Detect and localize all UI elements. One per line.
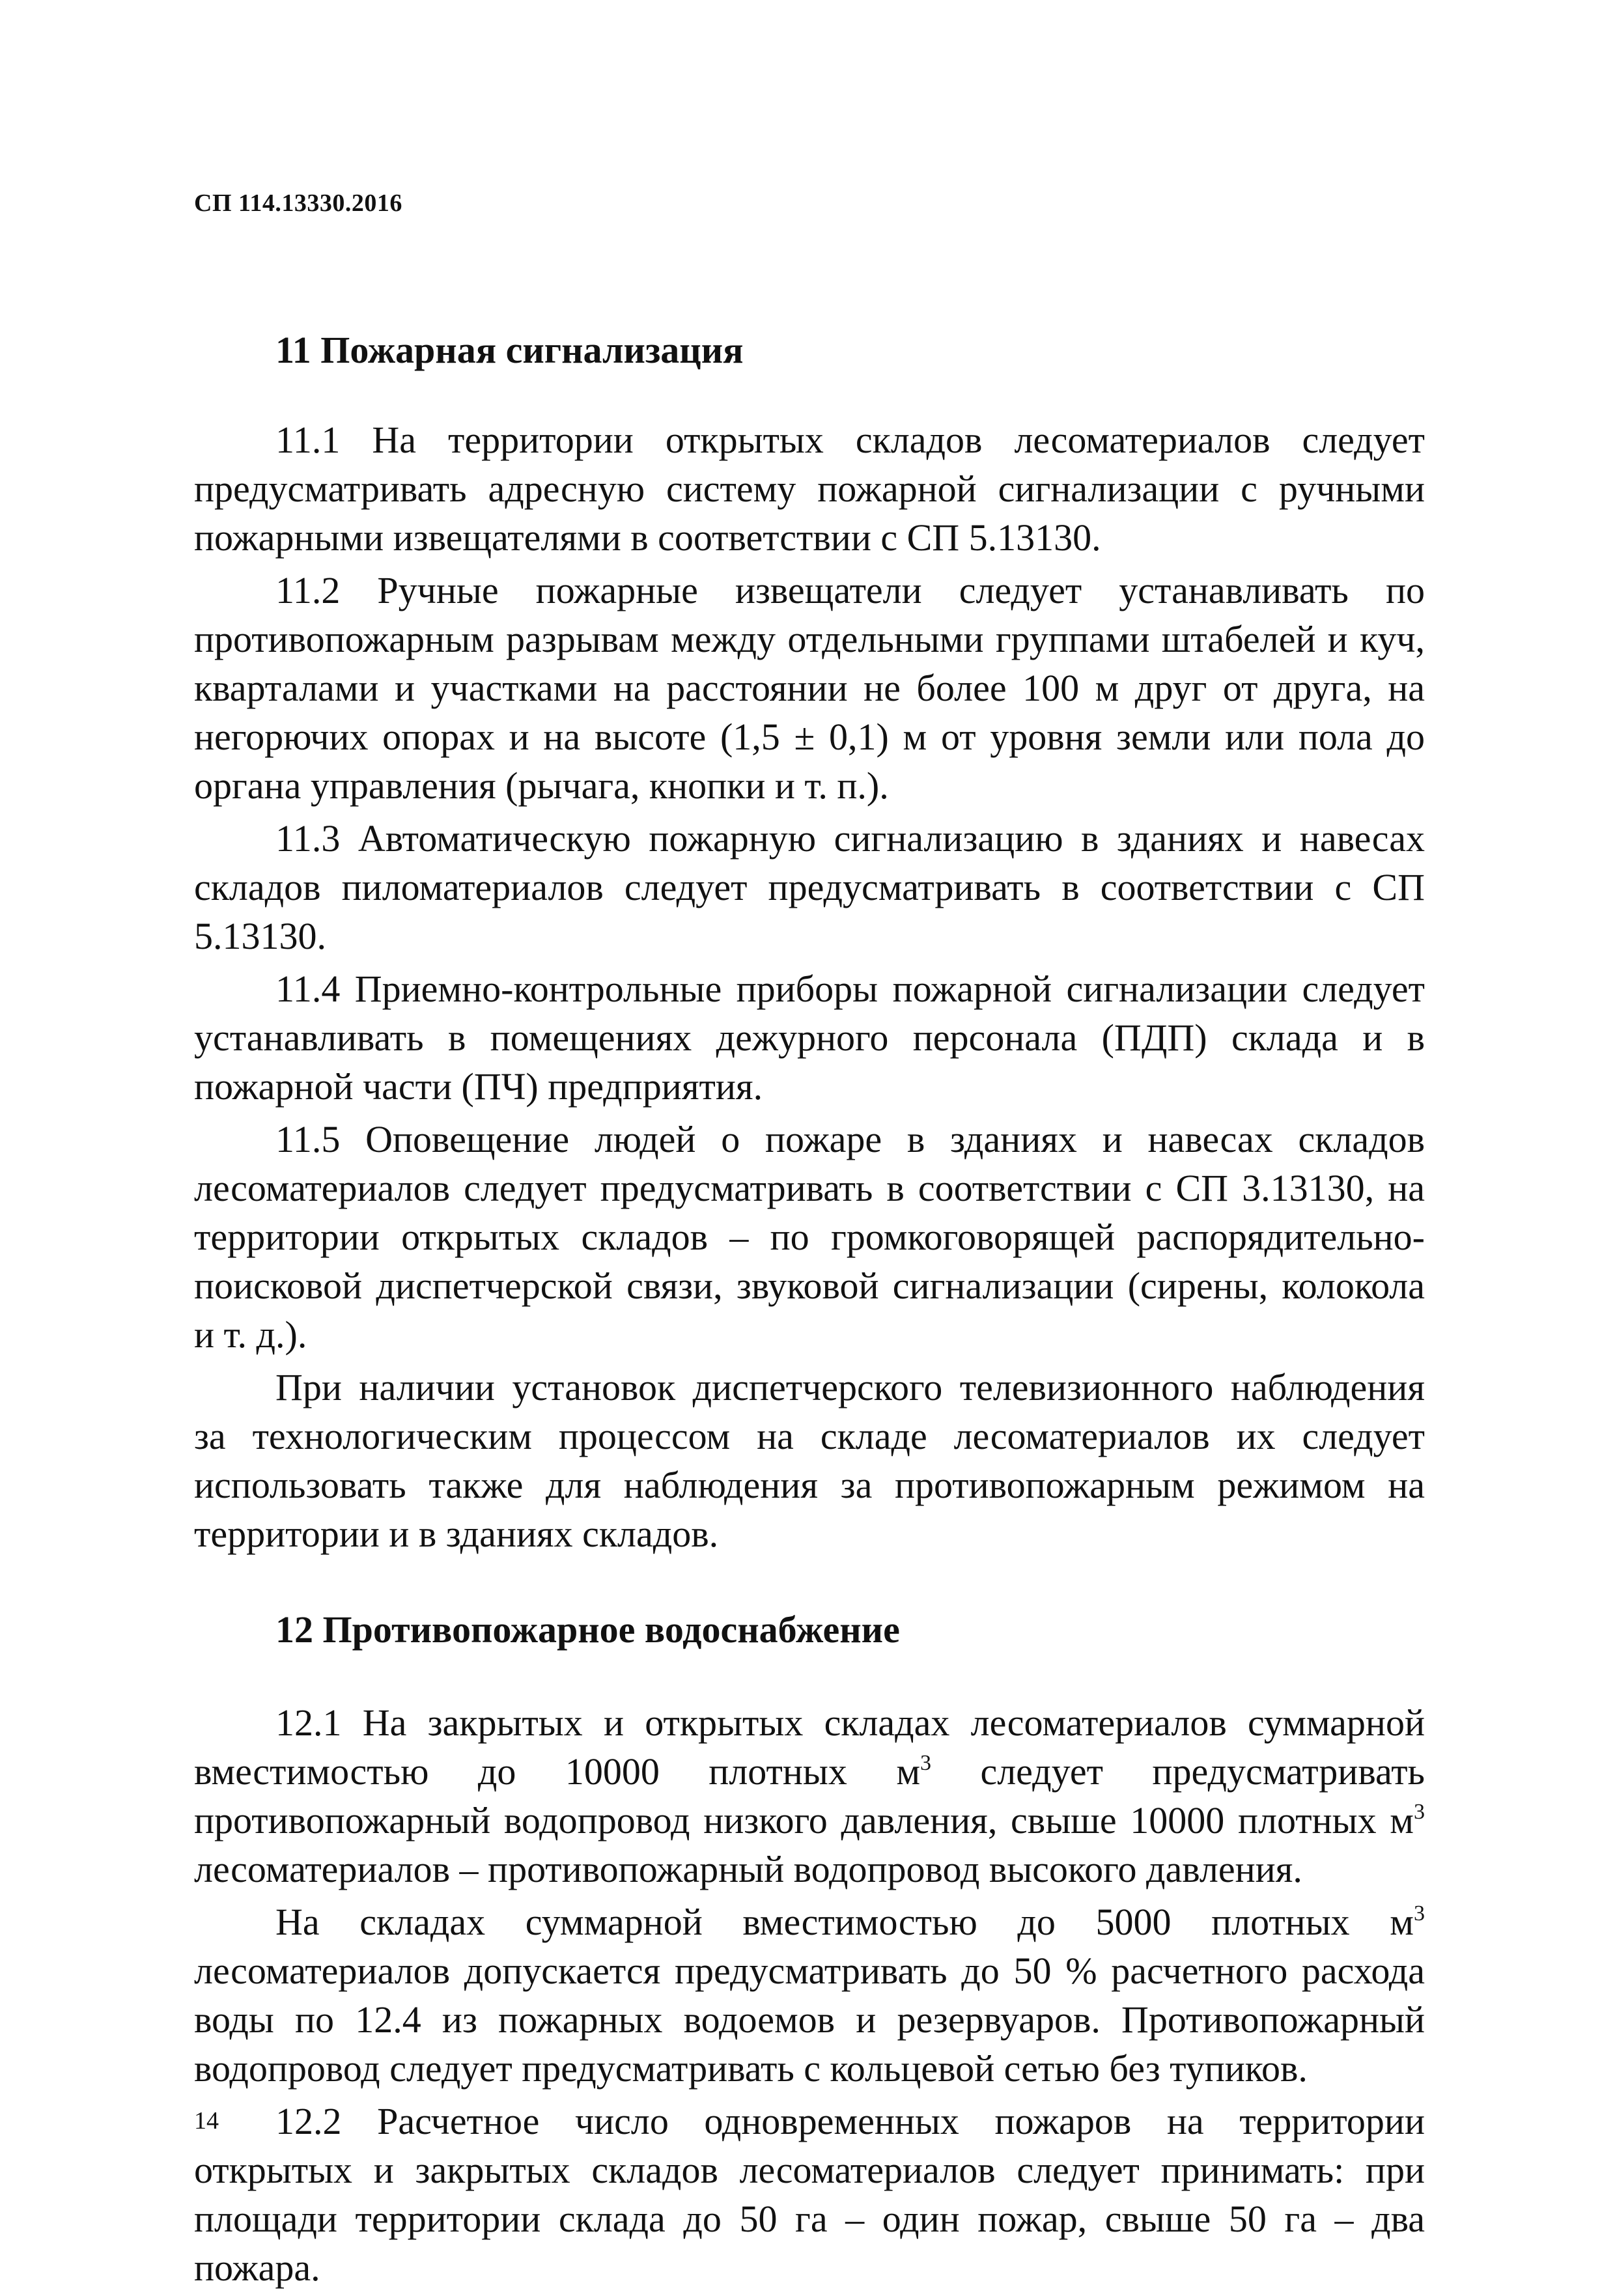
paragraph-12-1: [194, 1698, 1425, 1894]
superscript-cubic: 3: [1414, 1901, 1425, 1925]
section-title-fire-alarm: 11 Пожарная сигнализация: [275, 329, 744, 371]
paragraph-12-1-storage-part-b: лесоматериалов допускается предусматривать до 50 % расчетного расхода воды по 12.4 из пожарных водоемов и резервуаров. Противопожарный водопровод следует предусматривать с кольцевой сетью без тупиков.: [194, 1950, 1425, 2090]
superscript-cubic: 3: [1414, 1800, 1425, 1824]
paragraph-12-1-part-c: лесоматериалов – противопожарный водопровод высокого давления.: [194, 1848, 1302, 1890]
page-number: 14: [194, 2107, 219, 2135]
paragraph-12-1-storage-part-a: На складах суммарной вместимостью до 5000 плотных м: [275, 1901, 1414, 1943]
paragraph-11-3: 11.3 Автоматическую пожарную сигнализацию в зданиях и навесах складов пиломатериалов следует предусматривать в соответствии с СП 5.13130.: [194, 817, 1425, 957]
superscript-cubic: 3: [920, 1751, 932, 1775]
document-body: [194, 326, 1425, 2296]
paragraph-11-1: 11.1 На территории открытых складов лесоматериалов следует предусматривать адресную систему пожарной сигнализации с ручными пожарными извещателями в соответствии с СП 5.13130.: [194, 419, 1425, 559]
paragraph-11-2: 11.2 Ручные пожарные извещатели следует устанавливать по противопожарным разрывам между отдельными группами штабелей и куч, кварталами и участками на расстоянии не более 100 м друг от друга, на негорючих опорах и на высоте (1,5 ± 0,1) м от уровня земли или пола до органа управления (рычага, кнопки и т. п.).: [194, 569, 1425, 807]
paragraph-11-5: 11.5 Оповещение людей о пожаре в зданиях и навесах складов лесоматериалов следует предусматривать в соответствии с СП 3.13130, на территории открытых складов – по громкоговорящей распорядительно-поисковой диспетчерской связи, звуковой сигнализации (сирены, колокола и т. д.).: [194, 1118, 1425, 1356]
document-code-header: СП 114.13330.2016: [194, 189, 402, 217]
paragraph-11-5-tv: При наличии установок диспетчерского телевизионного наблюдения за технологическим процессом на складе лесоматериалов их следует использовать также для наблюдения за противопожарным режимом на территории и в зданиях складов.: [194, 1366, 1425, 1555]
paragraph-12-1-part-b: следует предусматривать противопожарный водопровод низкого давления, свыше 10000 плотных м: [194, 1750, 1425, 1841]
paragraph-11-4: 11.4 Приемно-контрольные приборы пожарной сигнализации следует устанавливать в помещениях дежурного персонала (ПДП) склада и в пожарной части (ПЧ) предприятия.: [194, 968, 1425, 1108]
section-title-water-supply: 12 Противопожарное водоснабжение: [275, 1608, 900, 1651]
paragraph-12-1-part-a: 12.1 На закрытых и открытых складах лесоматериалов суммарной вместимостью до 10000 плотных м: [194, 1701, 1425, 1793]
paragraph-12-2: 12.2 Расчетное число одновременных пожаров на территории открытых и закрытых складов лесоматериалов следует принимать: при площади территории склада до 50 га – один пожар, свыше 50 га – два пожара.: [194, 2100, 1425, 2289]
paragraph-12-1-storage: [194, 1897, 1425, 2093]
